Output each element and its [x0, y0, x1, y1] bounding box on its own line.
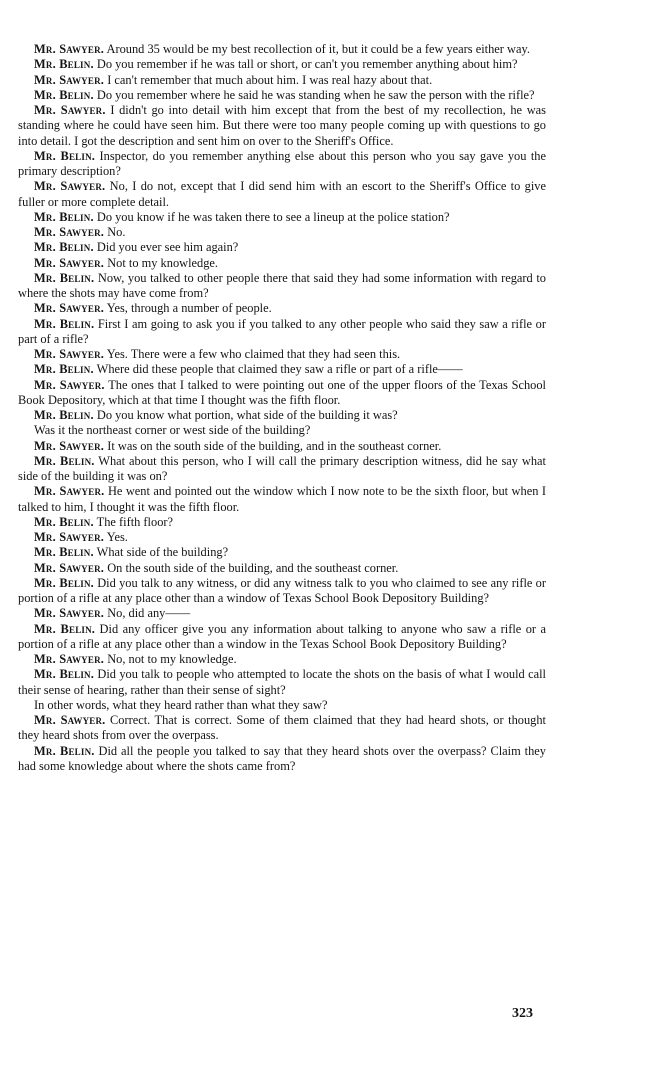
transcript-paragraph [18, 423, 546, 438]
transcript-paragraph [18, 317, 546, 348]
speaker-label: Mr. Belin. [34, 148, 96, 163]
speech-text: I didn't go into detail with him except that from the best of my recollection, he was standing where he could have seen him. But there were too many people coming up with questions to go into detail. I got the description and sent him on over to the Sheriff's Office. [18, 103, 546, 148]
transcript-paragraph [18, 103, 546, 149]
speech-text: Yes, through a number of people. [106, 301, 272, 316]
speaker-label: Mr. Sawyer. [34, 255, 105, 270]
speaker-label: Mr. Belin. [34, 408, 94, 422]
speaker-label: Mr. Belin. [34, 240, 94, 255]
transcript-paragraph [18, 42, 546, 57]
speech-text: Was it the northeast corner or west side of the building? [34, 423, 311, 438]
speaker-label: Mr. Belin. [34, 621, 96, 636]
speaker-label: Mr. Sawyer. [34, 377, 105, 392]
transcript-paragraph [18, 606, 546, 621]
transcript-page [18, 42, 546, 774]
speaker-label: Mr. Belin. [34, 362, 94, 377]
speaker-label: Mr. Sawyer. [34, 438, 105, 453]
speech-text: It was on the south side of the building, and in the southeast corner. [107, 438, 442, 453]
speaker-label: Mr. Belin. [34, 545, 94, 560]
speaker-label: Mr. Belin. [34, 453, 95, 468]
transcript-paragraph [18, 210, 546, 225]
speech-text: Did any officer give you any information about talking to anyone who saw a rifle or a portion of a rifle at any place other than a window in the Texas School Book Depository Building? [18, 621, 546, 651]
transcript-paragraph [18, 484, 546, 515]
speech-text: Where did these people that claimed they saw a rifle or part of a rifle—— [96, 362, 463, 377]
speaker-label: Mr. Belin. [34, 209, 94, 224]
speech-text: In other words, what they heard rather than what they saw? [34, 697, 328, 712]
speaker-label: Mr. Sawyer. [34, 713, 106, 727]
speech-text: He went and pointed out the window which I now note to be the sixth floor, but when I talked to him, I thought it was the fifth floor. [18, 484, 546, 514]
transcript-paragraph [18, 698, 546, 713]
speech-text: Yes. There were a few who claimed that they had seen this. [106, 347, 401, 361]
speech-text: Did you talk to any witness, or did any witness talk to you who claimed to see any rifle or portion of a rifle at any place other than a window of Texas School Book Depository Building? [18, 575, 546, 605]
speaker-label: Mr. Belin. [34, 514, 94, 529]
speaker-label: Mr. Sawyer. [34, 179, 106, 194]
transcript-paragraph [18, 622, 546, 653]
speaker-label: Mr. Sawyer. [34, 72, 105, 87]
speech-text: Yes. [106, 530, 128, 544]
page-number: 323 [512, 1006, 533, 1021]
speaker-label: Mr. Belin. [34, 667, 95, 682]
transcript-paragraph [18, 652, 546, 667]
transcript-paragraph [18, 576, 546, 607]
speaker-label: Mr. Belin. [34, 743, 95, 758]
speech-text: What side of the building? [96, 545, 229, 560]
transcript-paragraph [18, 271, 546, 302]
transcript-paragraph [18, 362, 546, 377]
speech-text: On the south side of the building, and the southeast corner. [107, 560, 399, 575]
speaker-label: Mr. Sawyer. [34, 347, 105, 361]
speech-text: The fifth floor? [96, 514, 174, 529]
transcript-paragraph [18, 713, 546, 744]
speech-text: Did you ever see him again? [96, 240, 239, 255]
transcript-paragraph [18, 439, 546, 454]
transcript-paragraph [18, 225, 546, 240]
speech-text: I can't remember that much about him. I was real hazy about that. [107, 72, 433, 87]
transcript-paragraph [18, 408, 546, 423]
speech-text: Around 35 would be my best recollection of it, but it could be a few years either way. [106, 42, 530, 56]
transcript-paragraph [18, 454, 546, 485]
speaker-label: Mr. Belin. [34, 87, 94, 102]
speaker-label: Mr. Sawyer. [34, 560, 105, 575]
transcript-paragraph [18, 240, 546, 255]
speaker-label: Mr. Belin. [34, 575, 94, 590]
speech-text: Not to my knowledge. [107, 255, 219, 270]
speech-text: No. [107, 225, 126, 239]
speaker-label: Mr. Belin. [34, 270, 95, 285]
speaker-label: Mr. Sawyer. [34, 530, 105, 544]
speech-text: Did you talk to people who attempted to locate the shots on the basis of what I would call their sense of hearing, rather than their sense of sight? [18, 667, 546, 697]
transcript-paragraph [18, 667, 546, 698]
transcript-paragraph [18, 378, 546, 409]
speech-text: No, not to my knowledge. [107, 652, 237, 666]
speech-text: Do you remember if he was tall or short, or can't you remember anything about him? [96, 57, 518, 72]
speaker-label: Mr. Sawyer. [34, 652, 105, 666]
speaker-label: Mr. Sawyer. [34, 103, 106, 117]
speech-text: Do you know what portion, what side of the building it was? [96, 408, 398, 422]
transcript-paragraph [18, 57, 546, 72]
speech-text: No, I do not, except that I did send him with an escort to the Sheriff's Office to give fuller or more complete detail. [18, 179, 546, 209]
speech-text: Do you know if he was taken there to see a lineup at the police station? [96, 209, 450, 224]
transcript-paragraph [18, 530, 546, 545]
transcript-paragraph [18, 88, 546, 103]
speaker-label: Mr. Sawyer. [34, 484, 105, 499]
transcript-paragraph [18, 347, 546, 362]
speech-text: Do you remember where he said he was standing when he saw the person with the rifle? [96, 87, 535, 102]
speaker-label: Mr. Sawyer. [34, 606, 105, 621]
transcript-paragraph [18, 256, 546, 271]
transcript-paragraph [18, 515, 546, 530]
speech-text: First I am going to ask you if you talked to any other people who said they saw a rifle or part of a rifle? [18, 316, 546, 346]
speaker-label: Mr. Sawyer. [34, 225, 105, 239]
transcript-paragraph [18, 73, 546, 88]
transcript-paragraph [18, 545, 546, 560]
transcript-paragraph [18, 744, 546, 775]
speech-text: Now, you talked to other people there that said they had some information with regard to where the shots may have come from? [18, 270, 546, 300]
speech-text: No, did any—— [107, 606, 191, 621]
transcript-paragraph [18, 301, 546, 316]
speech-text: The ones that I talked to were pointing out one of the upper floors of the Texas School Book Depository, which at that time I thought was the fifth floor. [18, 377, 546, 407]
transcript-paragraph [18, 179, 546, 210]
speech-text: Did all the people you talked to say that they heard shots over the overpass? Claim they had some knowledge about where the shots came from? [18, 743, 547, 773]
speaker-label: Mr. Belin. [34, 316, 95, 331]
speaker-label: Mr. Sawyer. [34, 42, 105, 56]
speech-text: Inspector, do you remember anything else about this person who you say gave you the primary description? [18, 148, 546, 178]
transcript-paragraph [18, 561, 546, 576]
speaker-label: Mr. Belin. [34, 57, 94, 72]
transcript-paragraph [18, 149, 546, 180]
speaker-label: Mr. Sawyer. [34, 301, 105, 316]
speech-text: What about this person, who I will call the primary description witness, did he say what side of the building it was on? [18, 453, 546, 483]
speech-text: Correct. That is correct. Some of them claimed that they had heard shots, or thought they heard shots from over the overpass. [18, 713, 546, 743]
